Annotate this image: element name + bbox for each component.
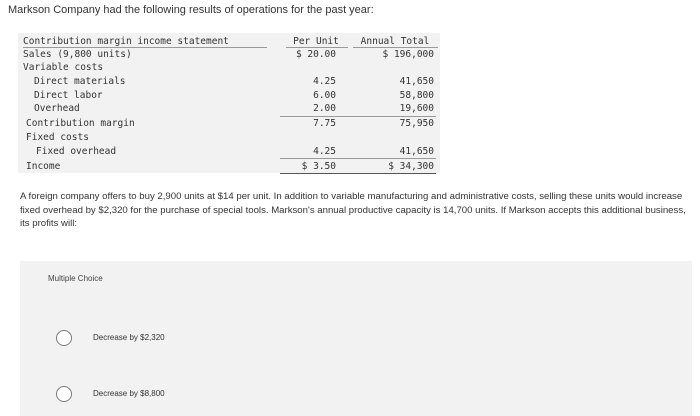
- row-annual: 41,650: [399, 146, 434, 157]
- row-label: Direct labor: [34, 90, 103, 101]
- answer-option-1[interactable]: [56, 330, 456, 350]
- row-annual: 19,600: [399, 103, 434, 114]
- multiple-choice-title: Multiple Choice: [48, 274, 103, 283]
- table-row: [18, 75, 440, 88]
- table-row: [18, 48, 440, 61]
- table-row: [18, 102, 440, 115]
- radio-button-icon[interactable]: [56, 386, 72, 402]
- answer-option-label: Decrease by $8,800: [93, 389, 165, 398]
- row-per-unit: 4.25: [313, 146, 336, 157]
- row-annual: $ 34,300: [388, 161, 434, 172]
- row-label: Direct materials: [34, 76, 126, 87]
- row-annual: 75,950: [399, 118, 434, 129]
- table-row: [18, 160, 440, 173]
- income-statement: [18, 33, 440, 173]
- row-per-unit: 6.00: [313, 90, 336, 101]
- row-label: Fixed overhead: [36, 146, 117, 157]
- total-line: [280, 158, 436, 159]
- row-per-unit: 4.25: [313, 76, 336, 87]
- col-annual-header: Annual Total: [360, 36, 430, 47]
- answer-option-label: Decrease by $2,320: [93, 333, 165, 342]
- radio-button-icon[interactable]: [56, 330, 72, 346]
- table-row: [18, 131, 440, 144]
- row-annual: $ 196,000: [382, 49, 434, 60]
- row-annual: 41,650: [399, 76, 434, 87]
- row-label: Sales (9,800 units): [23, 49, 132, 60]
- table-row: [18, 117, 440, 130]
- answer-option-2[interactable]: [56, 386, 456, 406]
- table-row: [18, 61, 440, 74]
- row-per-unit: $ 3.50: [301, 161, 336, 172]
- row-annual: 58,800: [399, 90, 434, 101]
- row-label: Overhead: [34, 103, 80, 114]
- table-row: [18, 89, 440, 102]
- row-label: Income: [26, 161, 61, 172]
- col-per-unit-header: Per Unit: [293, 36, 339, 47]
- table-row: [18, 145, 440, 158]
- statement-title: Contribution margin income statement: [23, 36, 229, 47]
- row-label: Variable costs: [23, 62, 104, 73]
- row-per-unit: 2.00: [313, 103, 336, 114]
- row-label: Fixed costs: [26, 132, 89, 143]
- row-per-unit: 7.75: [313, 118, 336, 129]
- intro-text: Markson Company had the following results of operations for the past year:: [8, 4, 374, 16]
- row-per-unit: $ 20.00: [295, 49, 336, 60]
- double-underline: [280, 173, 436, 174]
- question-text: A foreign company offers to buy 2,900 units at $14 per unit. In addition to variable manufacturing and administrative costs, selling these units would increase fixed overhead by $2,320 for the purchase of special tools. Markson's annual productive capacity is 14,700 units. If Markson accepts this additional business, its profits will:: [20, 191, 686, 229]
- multiple-choice-panel: [20, 261, 692, 416]
- row-label: Contribution margin: [26, 118, 135, 129]
